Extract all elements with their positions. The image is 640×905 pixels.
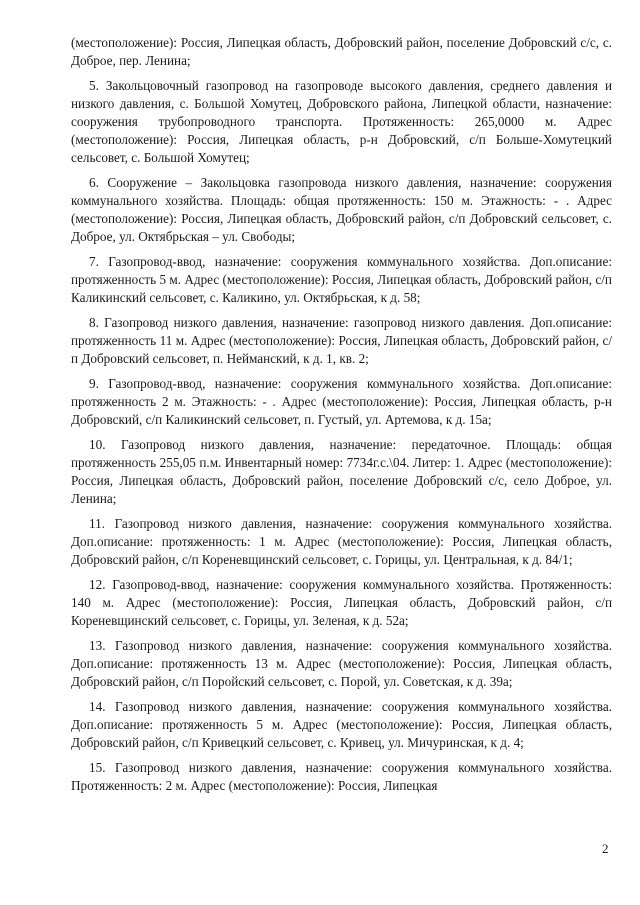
paragraph-item-10: 10. Газопровод низкого давления, назначение: передаточное. Площадь: общая протяженность 255,05 п.м. Инвентарный номер: 7734г.с.\04. Литер: 1. Адрес (местоположение): Россия, Липецкая область, Добровский район, поселение Добровский с/с, село Доброе, ул. Ленина; [71,437,612,506]
paragraph-item-15: 15. Газопровод низкого давления, назначение: сооружения коммунального хозяйства. Протяженность: 2 м. Адрес (местоположение): Россия, Липецкая [71,760,612,793]
paragraph-item-12: 12. Газопровод-ввод, назначение: сооружения коммунального хозяйства. Протяженность: 140 м. Адрес (местоположение): Россия, Липецкая область, Добровский район, с/п Кореневщинский сельсовет, с. Горицы, ул. Зеленая, к д. 52а; [71,577,612,628]
paragraph-item-7: 7. Газопровод-ввод, назначение: сооружения коммунального хозяйства. Доп.описание: протяженность 5 м. Адрес (местоположение): Россия, Липецкая область, Добровский район, с/п Каликинский сельсовет, с. Каликино, ул. Октябрьская, к д. 58; [71,254,612,305]
paragraph-item-9: 9. Газопровод-ввод, назначение: сооружения коммунального хозяйства. Доп.описание: протяженность 2 м. Этажность: - . Адрес (местоположение): Россия, Липецкая область, р-н Добровский, с/п Каликинский сельсовет, п. Густый, ул. Артемова, к д. 15а; [71,376,612,427]
paragraph-item-14: 14. Газопровод низкого давления, назначение: сооружения коммунального хозяйства. Доп.описание: протяженность 5 м. Адрес (местоположение): Россия, Липецкая область, Добровский район, с/п Кривецкий сельсовет, с. Кривец, ул. Мичуринская, к д. 4; [71,699,612,750]
document-page [71,34,612,802]
paragraph-item-6: 6. Сооружение – Закольцовка газопровода низкого давления, назначение: сооружения коммунального хозяйства. Площадь: общая протяженность: 150 м. Этажность: - . Адрес (местоположение): Россия, Липецкая область, Добровский район, с/п Добровский сельсовет, с. Доброе, ул. Октябрьская – ул. Свободы; [71,175,612,244]
paragraph-item-8: 8. Газопровод низкого давления, назначение: газопровод низкого давления. Доп.описание: протяженность 11 м. Адрес (местоположение): Россия, Липецкая область, Добровский район, с/п Добровский сельсовет, п. Нейманский, к д. 1, кв. 2; [71,315,612,366]
paragraph-item-5: 5. Закольцовочный газопровод на газопроводе высокого давления, среднего давления и низкого давления, с. Большой Хомутец, Добровского района, Липецкой области, назначение: сооружения трубопроводного транспорта. Протяженность: 265,0000 м. Адрес (местоположение): Россия, Липецкая область, р-н Добровский, с/п Больше-Хомутецкий сельсовет, с. Большой Хомутец; [71,78,612,165]
paragraph-continuation: (местоположение): Россия, Липецкая область, Добровский район, поселение Добровский с/с, с. Доброе, пер. Ленина; [71,35,612,68]
paragraph-item-13: 13. Газопровод низкого давления, назначение: сооружения коммунального хозяйства. Доп.описание: протяженность 13 м. Адрес (местоположение): Россия, Липецкая область, Добровский район, с/п Поройский сельсовет, с. Порой, ул. Советская, к д. 39а; [71,638,612,689]
paragraph-item-11: 11. Газопровод низкого давления, назначение: сооружения коммунального хозяйства. Доп.описание: протяженность: 1 м. Адрес (местоположение): Россия, Липецкая область, Добровский район, с/п Кореневщинский сельсовет, с. Горицы, ул. Центральная, к д. 84/1; [71,516,612,567]
page-number: 2 [602,841,609,856]
